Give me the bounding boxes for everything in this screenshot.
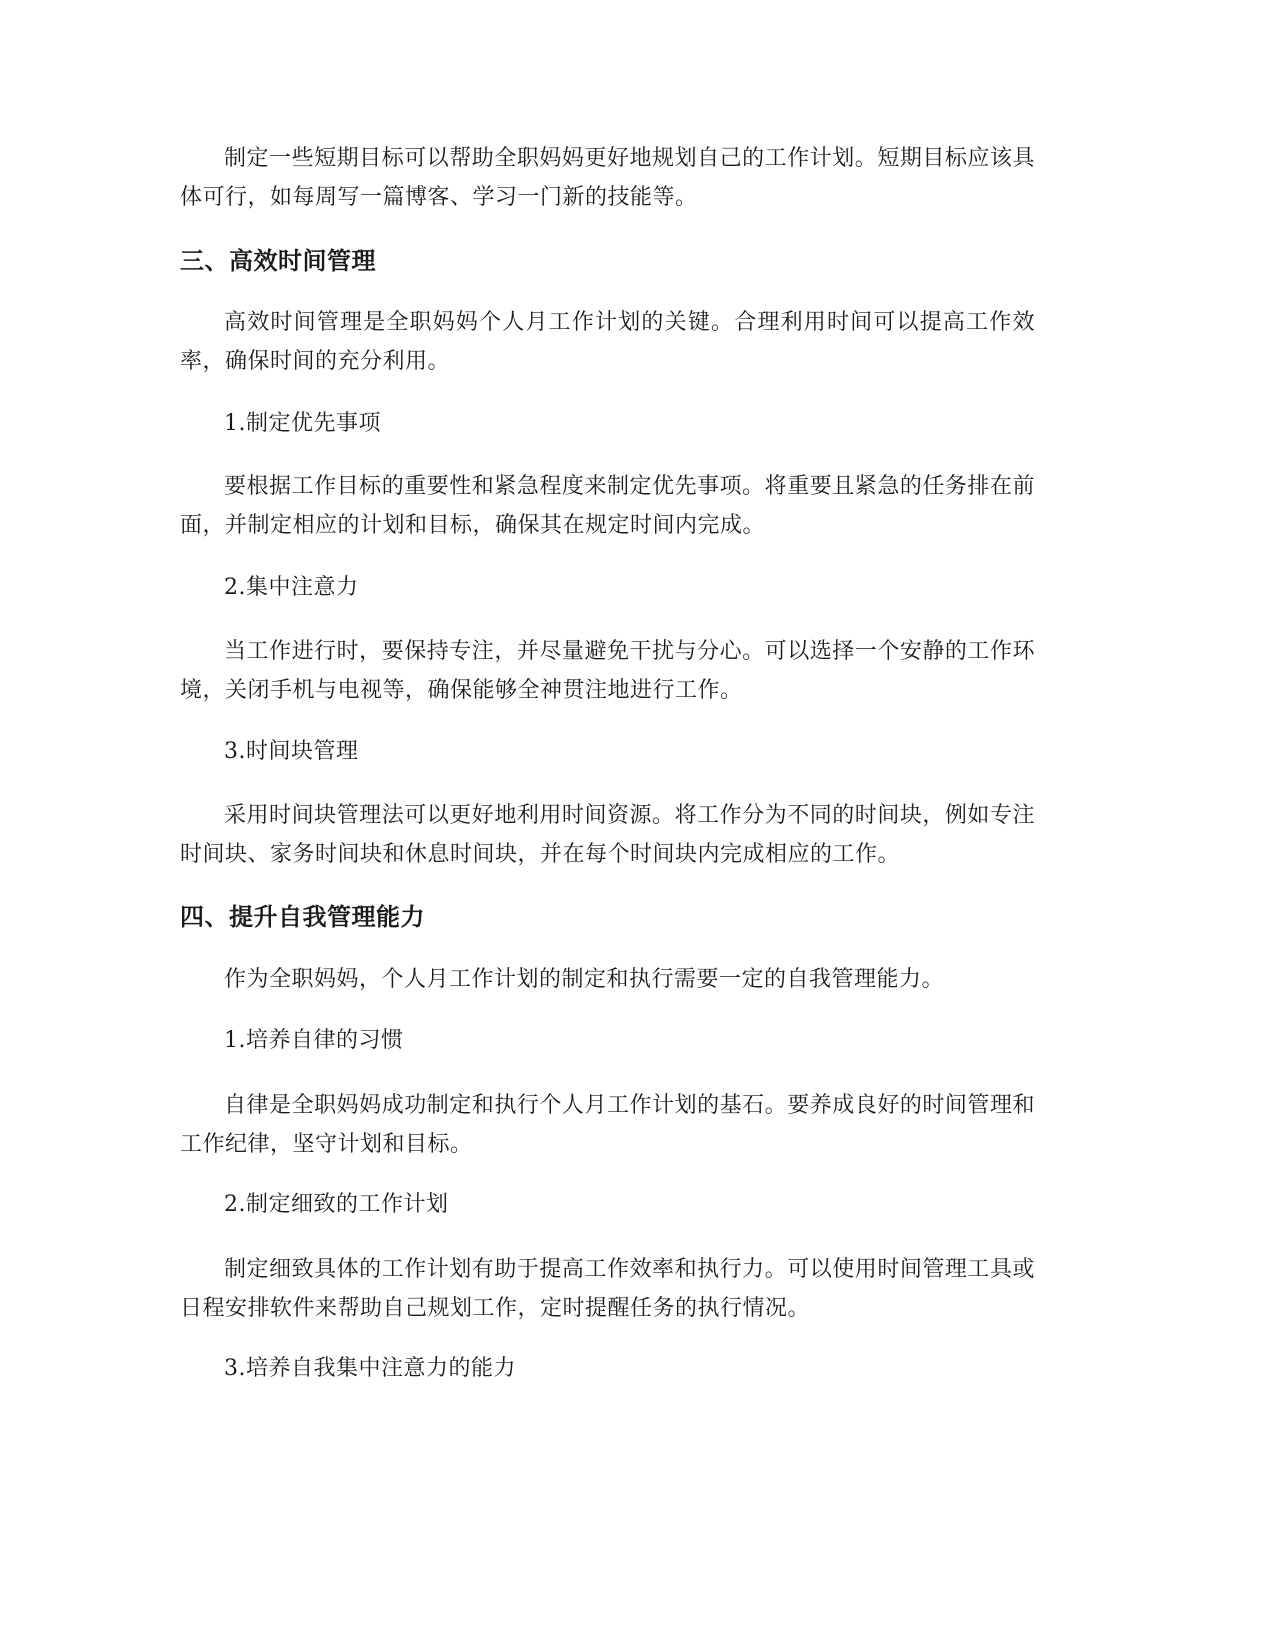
priorities-paragraph: 要根据工作目标的重要性和紧急程度来制定优先事项。将重要且紧急的任务排在前面，并制定相应的计划和目标，确保其在规定时间内完成。 (180, 474, 1035, 538)
subheading-concentration: 3.培养自我集中注意力的能力 (224, 1356, 516, 1381)
subheading-self-discipline: 1.培养自律的习惯 (224, 1028, 404, 1053)
section-heading-time-management: 三、高效时间管理 (180, 247, 376, 275)
subheading-focus: 2.集中注意力 (224, 575, 359, 600)
subheading-detailed-plan: 2.制定细致的工作计划 (224, 1192, 449, 1217)
self-discipline-paragraph: 自律是全职妈妈成功制定和执行个人月工作计划的基石。要养成良好的时间管理和工作纪律，坚守计划和目标。 (180, 1093, 1035, 1157)
time-management-intro-paragraph: 高效时间管理是全职妈妈个人月工作计划的关键。合理利用时间可以提高工作效率，确保时间的充分利用。 (180, 310, 1035, 374)
section-heading-self-management: 四、提升自我管理能力 (180, 903, 425, 931)
subheading-priorities: 1.制定优先事项 (224, 411, 381, 436)
focus-paragraph: 当工作进行时，要保持专注，并尽量避免干扰与分心。可以选择一个安静的工作环境，关闭手机与电视等，确保能够全神贯注地进行工作。 (180, 639, 1035, 703)
time-blocks-paragraph: 采用时间块管理法可以更好地利用时间资源。将工作分为不同的时间块，例如专注时间块、家务时间块和休息时间块，并在每个时间块内完成相应的工作。 (180, 803, 1035, 867)
detailed-plan-paragraph: 制定细致具体的工作计划有助于提高工作效率和执行力。可以使用时间管理工具或日程安排软件来帮助自己规划工作，定时提醒任务的执行情况。 (180, 1257, 1035, 1321)
intro-paragraph: 制定一些短期目标可以帮助全职妈妈更好地规划自己的工作计划。短期目标应该具体可行，如每周写一篇博客、学习一门新的技能等。 (180, 146, 1035, 210)
subheading-time-blocks: 3.时间块管理 (224, 739, 359, 764)
self-management-intro-paragraph: 作为全职妈妈，个人月工作计划的制定和执行需要一定的自我管理能力。 (224, 967, 945, 992)
